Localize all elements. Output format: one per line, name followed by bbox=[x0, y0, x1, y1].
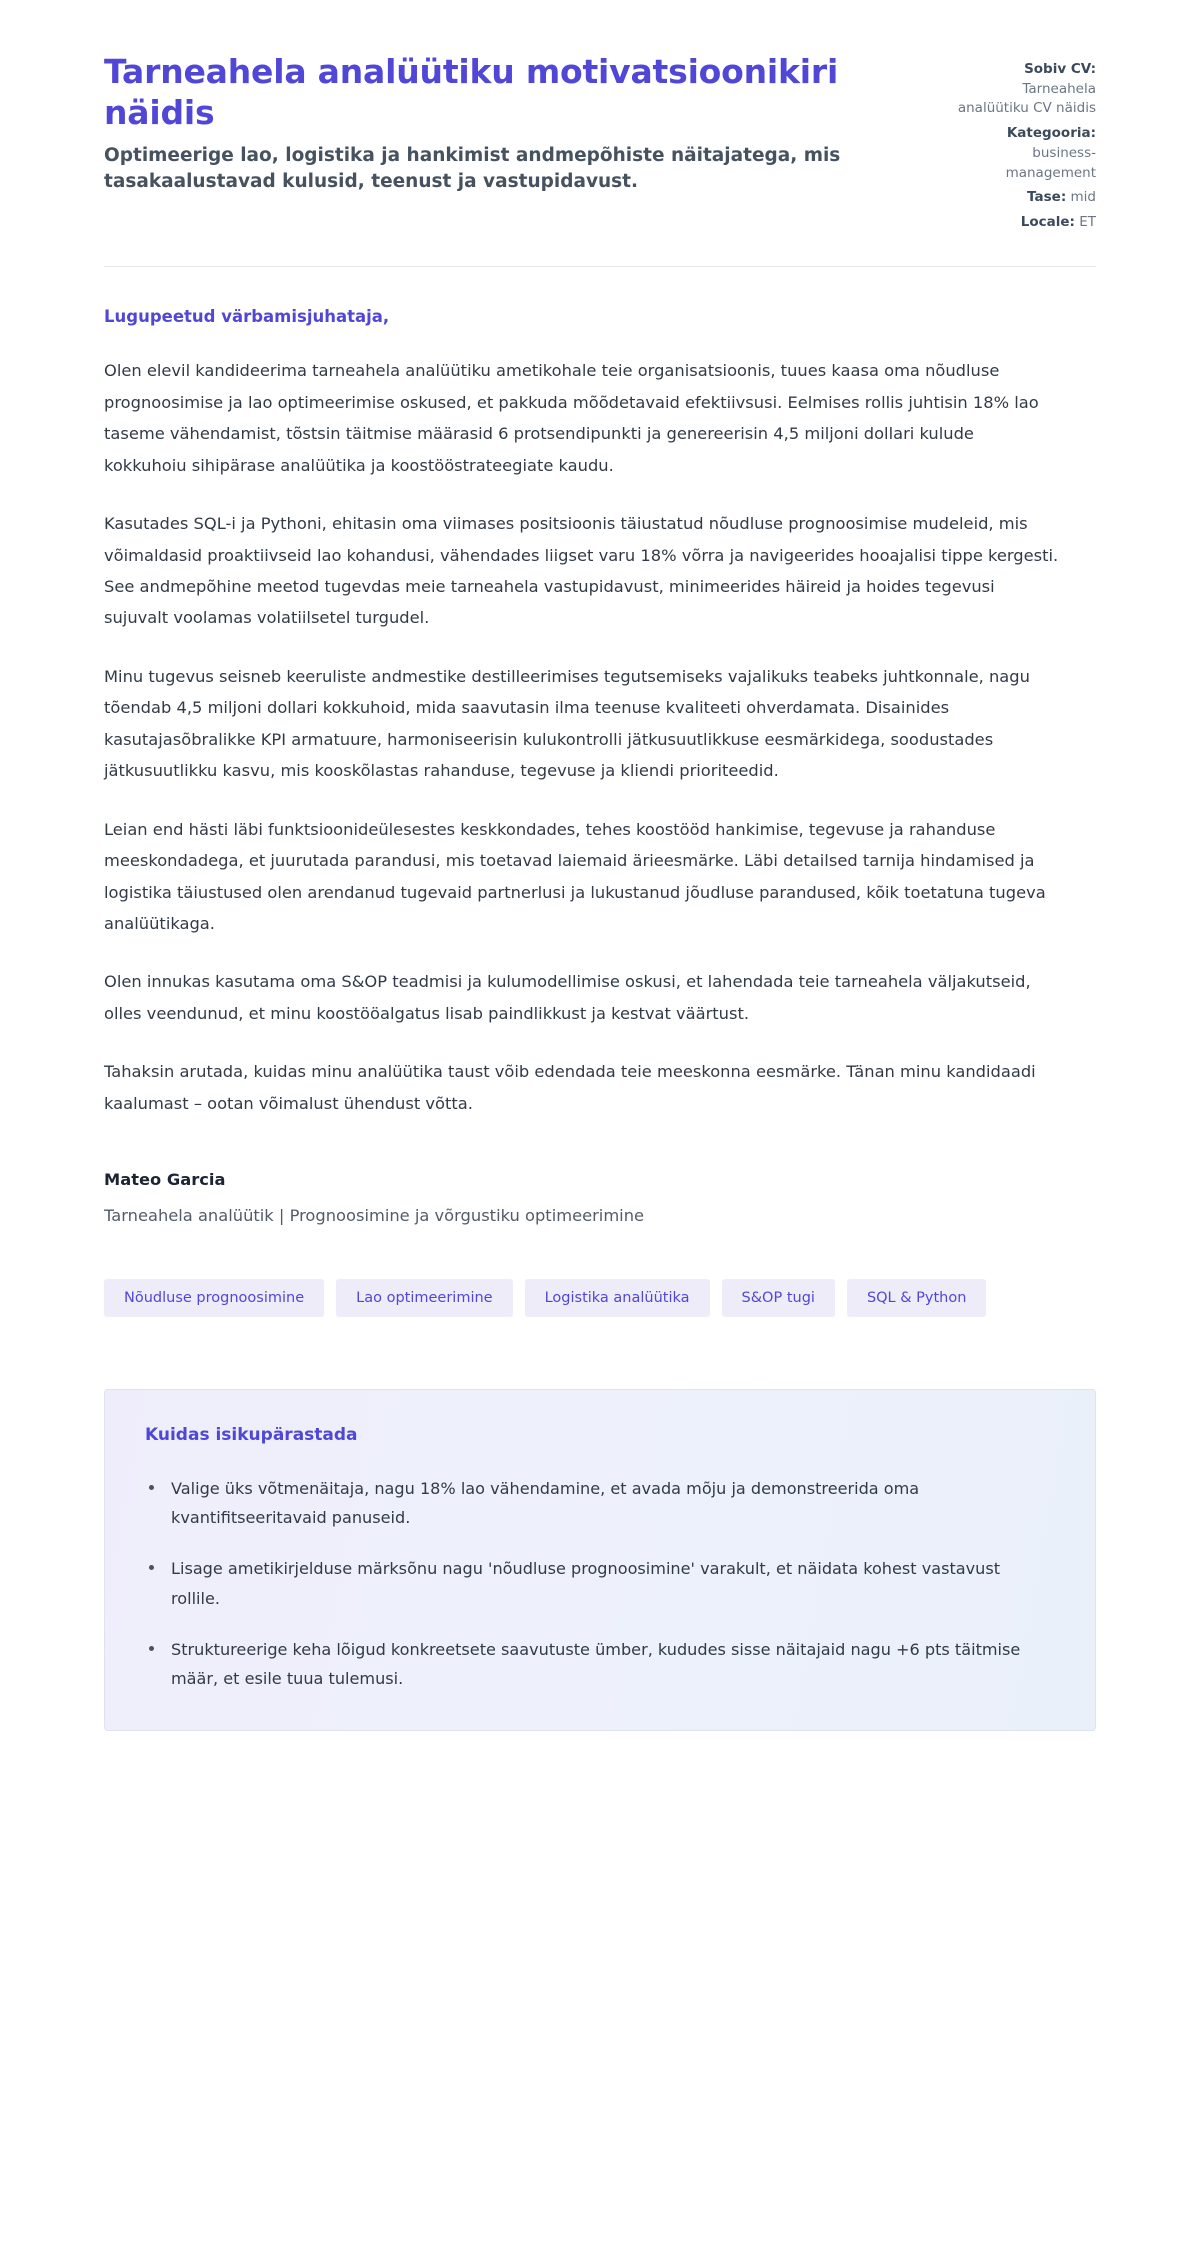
bullet-icon bbox=[149, 1646, 154, 1651]
letter-paragraph: Leian end hästi läbi funktsioonideülesestes keskkondades, tehes koostööd hankimise, tegevuse ja rahanduse meeskondadega, et juurutada parandusi, mis toetavad laiemaid ärieesmärke. Läbi detailsed tarnija hindamised ja logistika täiustused olen arendanud tugevaid partnerlusi ja lukustanud jõudluse parandused, kõik toetatuna tugeva analüütikaga. bbox=[104, 819, 1046, 933]
letter-paragraph: Olen innukas kasutama oma S&OP teadmisi ja kulumodellimise oskusi, et lahendada teie tarneahela väljakutseid, olles veendunud, et minu koostööalgatus lisab paindlikkust ja kestvat väärtust. bbox=[104, 972, 1031, 1023]
meta-row-category bbox=[948, 124, 1096, 183]
callout-list-item bbox=[145, 1474, 1045, 1533]
page-subtitle: Optimeerige lao, logistika ja hankimist andmepõhiste näitajatega, mis tasakaalustavad kulusid, teenust ja vastupidavust. bbox=[104, 144, 841, 193]
header-meta-block bbox=[948, 52, 1096, 233]
callout-item-text: Lisage ametikirjelduse märksõnu nagu 'nõudluse prognoosimine' varakult, et näidata kohest vastavust rollile. bbox=[171, 1559, 1001, 1608]
meta-label-cv: Sobiv CV: bbox=[1024, 61, 1096, 77]
meta-value-level: mid bbox=[1070, 189, 1096, 206]
callout-list-item bbox=[145, 1554, 1045, 1613]
tag-chip[interactable]: Nõudluse prognoosimine bbox=[104, 1279, 324, 1318]
meta-label-level: Tase: bbox=[1027, 189, 1067, 206]
page-title: Tarneahela analüütiku motivatsioonikiri näidis bbox=[104, 52, 839, 132]
letter-paragraph: Kasutades SQL-i ja Pythoni, ehitasin oma viimases positsioonis täiustatud nõudluse prognoosimise mudeleid, mis võimaldasid proaktiivseid lao kohandusi, vähendades liigset varu 18% võrra ja navigeerides hooajalisi tippe kergesti. See andmepõhine meetod tugevdas meie tarneahela vastupidavust, minimeerides häireid ja hoides tegevusi sujuvalt voolamas volatiilsetel turgudel. bbox=[104, 514, 1059, 628]
tag-list bbox=[104, 1229, 1096, 1318]
signature-block bbox=[104, 1146, 1096, 1229]
callout-item-text: Struktureerige keha lõigud konkreetsete saavutuste ümber, kududes sisse näitajaid nagu +6 pts täitmise määr, et esile tuua tulemusi. bbox=[171, 1640, 1021, 1689]
tag-chip[interactable]: Logistika analüütika bbox=[525, 1279, 710, 1318]
personalization-callout bbox=[104, 1389, 1096, 1730]
callout-title: Kuidas isikupärastada bbox=[145, 1425, 358, 1446]
callout-list bbox=[145, 1474, 1055, 1694]
meta-row-locale bbox=[948, 213, 1096, 233]
callout-item-text: Valige üks võtmenäitaja, nagu 18% lao vähendamine, et avada mõju ja demonstreerida oma kvantifitseeritavaid panuseid. bbox=[171, 1478, 920, 1528]
bullet-icon bbox=[149, 1485, 154, 1490]
page-header bbox=[104, 0, 1096, 233]
letter-paragraph: Minu tugevus seisneb keeruliste andmestike destilleerimises tegutsemiseks vajalikuks teabeks juhtkonnale, nagu tõendab 4,5 miljoni dollari kokkuhoid, mida saavutasin ilma teenuse kvaliteeti ohverdamata. Disainides kasutajasõbralikke KPI armatuure, harmoniseerisin kulukontrolli jätkusuutlikkuse eesmärkidega, soodustades jätkusuutlikku kasvu, mis kooskõlastas rahanduse, tegevuse ja kliendi prioriteedid. bbox=[104, 666, 1030, 781]
bullet-icon bbox=[149, 1565, 154, 1570]
meta-value-category: business-management bbox=[1005, 144, 1096, 181]
signature-name: Mateo Garcia bbox=[104, 1170, 226, 1190]
meta-label-locale: Locale: bbox=[1020, 213, 1075, 230]
letter-paragraph: Olen elevil kandideerima tarneahela analüütiku ametikohale teie organisatsioonis, tuues kaasa oma nõudluse prognoosimise ja lao optimeerimise oskused, et pakkuda mõõdetavaid efektiivsusi. Eelmises rollis juhtisin 18% lao taseme vähendamist, tõstsin täitmise määrasid 6 protsendipunkti ja genereerisin 4,5 miljoni dollari kulude kokkuhoiu sihipärase analüütika ja koostööstrateegiate kaudu. bbox=[104, 361, 1039, 475]
tag-chip[interactable]: Lao optimeerimine bbox=[336, 1279, 512, 1318]
callout-list-item bbox=[145, 1635, 1045, 1694]
header-text-block bbox=[104, 52, 894, 195]
letter-body bbox=[104, 267, 1096, 1120]
meta-value-locale: ET bbox=[1079, 213, 1096, 230]
meta-row-level bbox=[948, 188, 1096, 208]
tag-chip[interactable]: S&OP tugi bbox=[722, 1279, 835, 1318]
tag-chip[interactable]: SQL & Python bbox=[847, 1279, 986, 1318]
meta-row-cv bbox=[948, 60, 1096, 119]
signature-role: Tarneahela analüütik | Prognoosimine ja võrgustiku optimeerimine bbox=[104, 1205, 645, 1225]
meta-value-cv: Tarneahela analüütiku CV näidis bbox=[957, 80, 1096, 117]
letter-paragraph: Tahaksin arutada, kuidas minu analüütika taust võib edendada teie meeskonna eesmärke. Tänan minu kandidaadi kaalumast – ootan võimalust ühendust võtta. bbox=[104, 1062, 1036, 1113]
letter-salutation: Lugupeetud värbamisjuhataja, bbox=[104, 306, 390, 326]
meta-label-category: Kategooria: bbox=[1006, 125, 1096, 142]
